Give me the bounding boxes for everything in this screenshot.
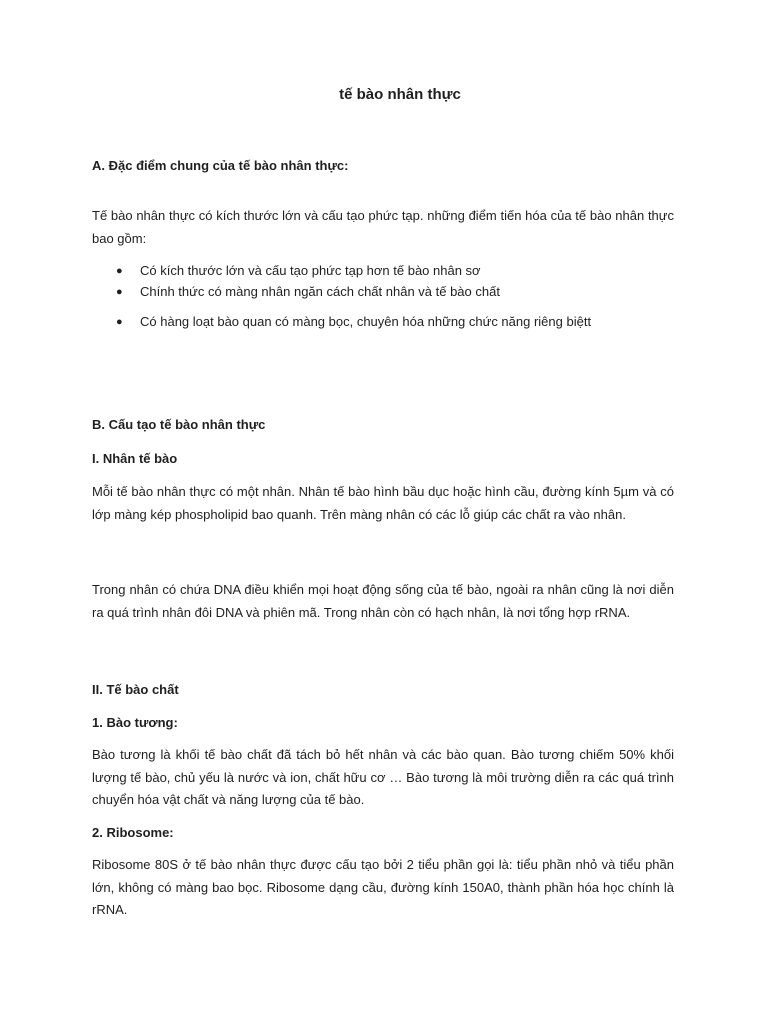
section-b-heading: B. Cấu tạo tế bào nhân thực: [92, 417, 266, 432]
cytosol-paragraph: Bào tương là khối tế bào chất đã tách bỏ hết nhân và các bào quan. Bào tương chiếm 50% khối lượng tế bào, chủ yếu là nước và ion, chất hữu cơ … Bào tương là môi trường diễn ra các quá trình chuyển hóa vật chất và năng lượng của tế bào.: [92, 747, 674, 807]
nucleus-heading: I. Nhân tế bào: [92, 451, 178, 466]
list-item: [116, 313, 676, 331]
list-item-text: Chính thức có màng nhân ngăn cách chất nhân và tế bào chất: [140, 284, 500, 299]
list-item-text: Có hàng loạt bào quan có màng bọc, chuyên hóa những chức năng riêng biệtt: [140, 314, 592, 329]
list-item-text: Có kích thước lớn và cấu tạo phức tạp hơn tế bào nhân sơ: [140, 263, 481, 278]
nucleus-paragraph-1: Mỗi tế bào nhân thực có một nhân. Nhân tế bào hình bầu dục hoặc hình cầu, đường kính 5µm và có lớp màng kép phospholipid bao quanh. Trên màng nhân có các lỗ giúp các chất ra vào nhân.: [92, 484, 674, 522]
cytosol-heading: 1. Bào tương:: [92, 715, 178, 730]
section-a-intro: Tế bào nhân thực có kích thước lớn và cấu tạo phức tạp. những điểm tiến hóa của tế bào nhân thực bao gồm:: [92, 208, 674, 246]
bullet-icon: ●: [116, 316, 123, 328]
section-a-heading: A. Đặc điểm chung của tế bào nhân thực:: [92, 158, 349, 173]
bullet-icon: ●: [116, 265, 123, 277]
page-title: tế bào nhân thực: [339, 86, 461, 103]
list-item: [116, 262, 676, 280]
nucleus-paragraph-2: Trong nhân có chứa DNA điều khiển mọi hoạt động sống của tế bào, ngoài ra nhân cũng là nơi diễn ra quá trình nhân đôi DNA và phiên mã. Trong nhân còn có hạch nhân, là nơi tổng hợp rRNA.: [92, 582, 674, 620]
bullet-icon: ●: [116, 286, 123, 298]
ribosome-paragraph: Ribosome 80S ở tế bào nhân thực được cấu tạo bởi 2 tiểu phần gọi là: tiểu phần nhỏ và tiểu phần lớn, không có màng bao bọc. Ribosome dạng cầu, đường kính 150A0, thành phần hóa học chính là rRNA.: [92, 857, 674, 917]
list-item: [116, 283, 676, 301]
cytoplasm-heading: II. Tế bào chất: [92, 682, 179, 697]
ribosome-heading: 2. Ribosome:: [92, 825, 174, 840]
